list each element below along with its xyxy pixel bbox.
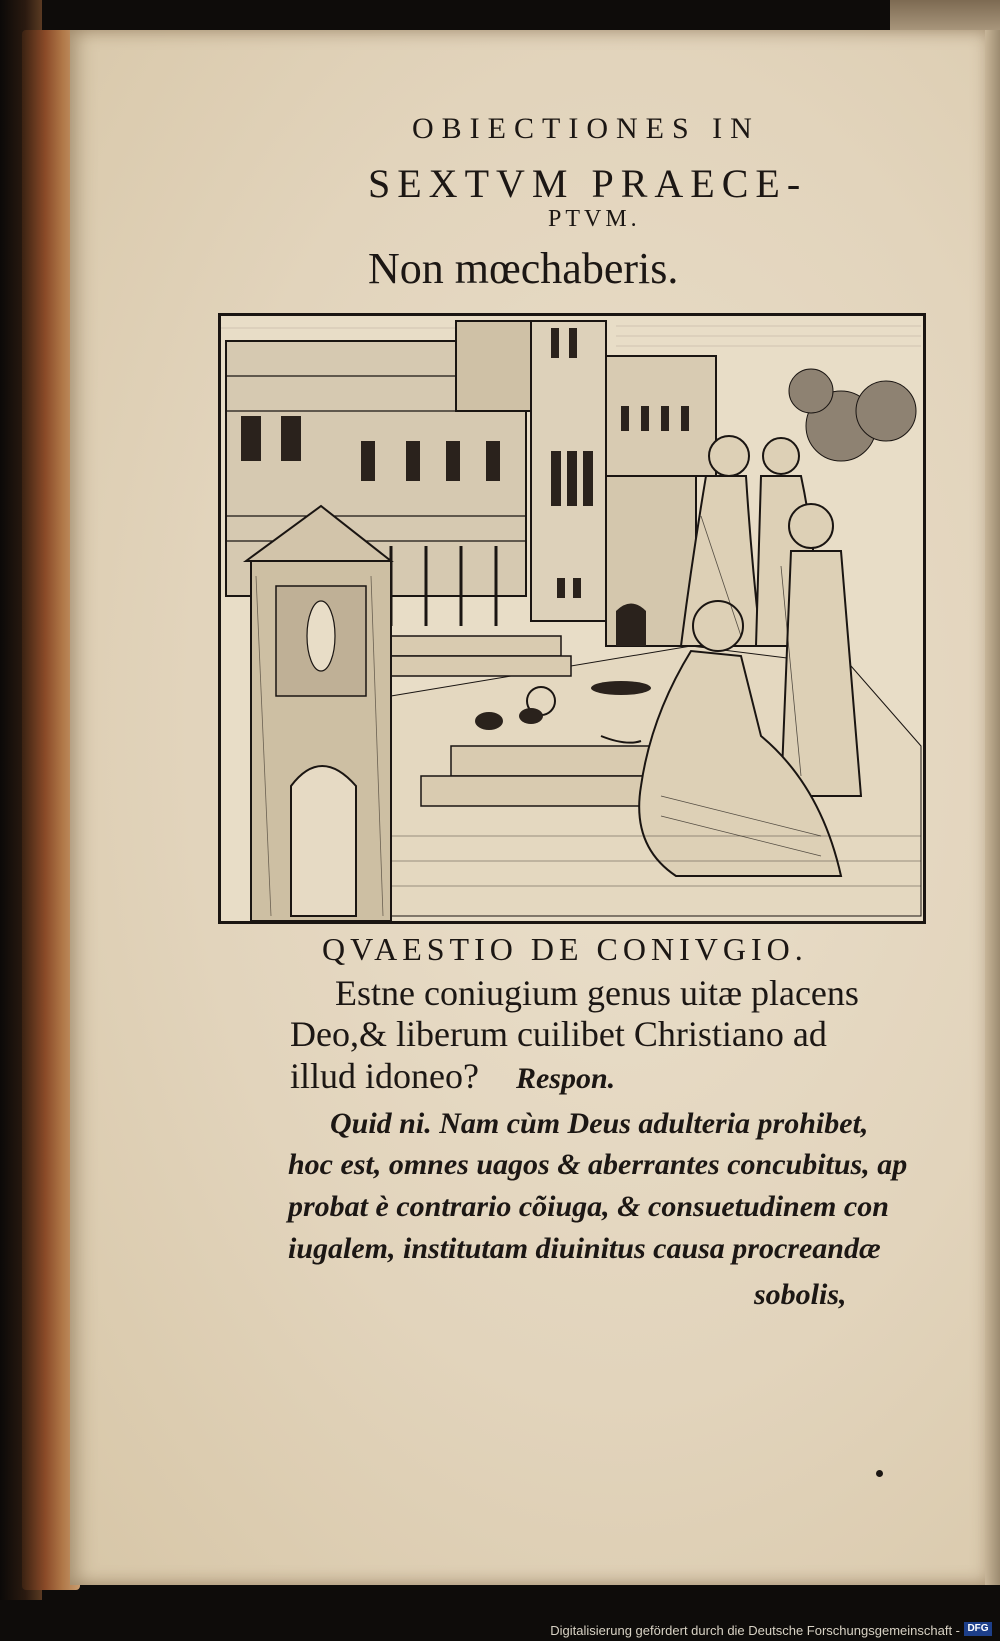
heading-line-3: PTVM.	[548, 206, 641, 232]
page-right-edge	[985, 30, 1000, 1585]
answer-line-2: hoc est, omnes uagos & aberrantes concubitus, ap	[288, 1148, 908, 1181]
woodcut-scene	[221, 316, 923, 921]
woodcut-illustration	[218, 313, 926, 924]
question-line-3	[290, 1055, 615, 1097]
ink-spot	[876, 1470, 883, 1477]
heading-line-2: SEXTVM PRAECE-	[368, 161, 808, 206]
answer-line-5: sobolis,	[754, 1278, 847, 1311]
dfg-logo: DFG	[964, 1622, 992, 1636]
question-line-2: Deo,& liberum cuilibet Christiano ad	[290, 1014, 827, 1054]
question-title: QVAESTIO DE CONIVGIO.	[322, 931, 808, 967]
question-line-1: Estne coniugium genus uitæ placens	[335, 973, 859, 1013]
answer-line-4: iugalem, institutam diuinitus causa procreandæ	[288, 1232, 881, 1265]
respon-label: Respon.	[515, 1062, 616, 1095]
footer-credit: Digitalisierung gefördert durch die Deutsche Forschungsgemeinschaft -	[550, 1623, 960, 1638]
answer-line-1: Quid ni. Nam cùm Deus adulteria prohibet,	[330, 1107, 869, 1140]
question-line-3-text: illud idoneo?	[290, 1056, 479, 1096]
heading-commandment: Non mœchaberis.	[368, 244, 679, 293]
heading-line-1: OBIECTIONES IN	[412, 112, 760, 145]
answer-line-3: probat è contrario cõiuga, & consuetudinem con	[288, 1190, 889, 1223]
